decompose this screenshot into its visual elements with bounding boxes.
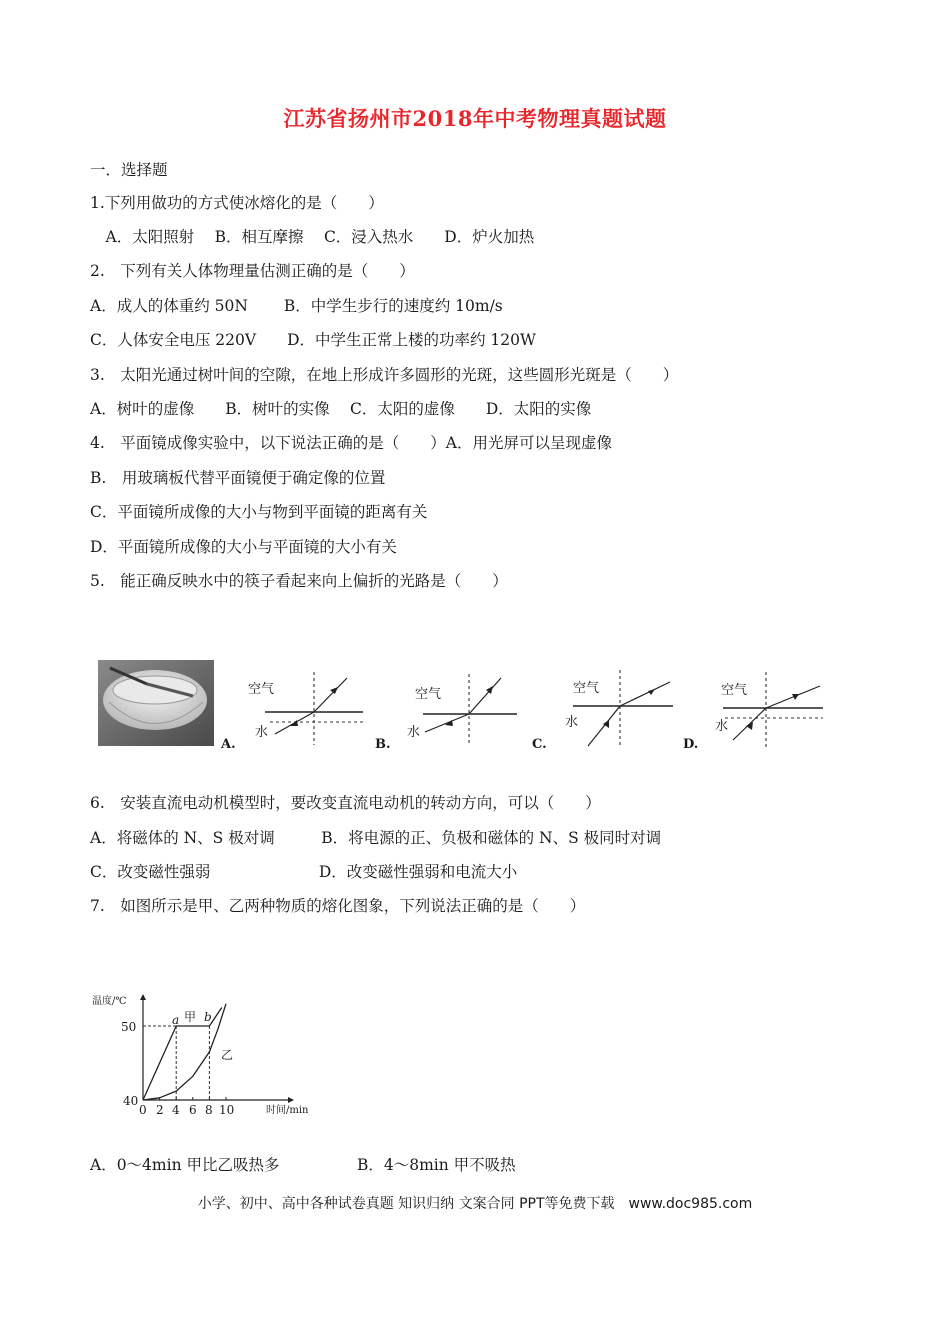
diagram-b xyxy=(375,674,517,752)
svg-text:空气: 空气 xyxy=(415,687,442,702)
series-yi-label: 乙 xyxy=(221,1048,234,1062)
question-2-options-ab: A．成人的体重约 50N B．中学生步行的速度约 10m/s xyxy=(90,297,503,315)
question-1-options: A．太阳照射 B．相互摩擦 C．浸入热水 D．炉火加热 xyxy=(90,228,535,246)
question-1: 1.下列用做功的方式使冰熔化的是（ ） xyxy=(90,194,384,212)
y-tick-40: 40 xyxy=(123,1094,139,1108)
q7-melting-chart xyxy=(88,990,318,1120)
question-4-option-c: C．平面镜所成像的大小与物到平面镜的距离有关 xyxy=(90,503,428,521)
svg-text:A.: A. xyxy=(221,737,236,752)
question-6-options-cd: C．改变磁性强弱 D．改变磁性强弱和电流大小 xyxy=(90,863,518,881)
question-2: 2. 下列有关人体物理量估测正确的是（ ） xyxy=(90,262,415,280)
page-footer: 小学、初中、高中各种试卷真题 知识归纳 文案合同 PPT等免费下载 www.doc985.com xyxy=(197,1196,753,1212)
svg-text:水: 水 xyxy=(255,725,269,740)
svg-text:水: 水 xyxy=(715,719,729,734)
section-heading: 一．选择题 xyxy=(90,161,168,179)
q5-figure xyxy=(95,650,835,760)
question-4-option-d: D．平面镜所成像的大小与平面镜的大小有关 xyxy=(90,538,397,556)
diagram-a xyxy=(220,672,363,752)
x-tick-2: 2 xyxy=(156,1103,164,1117)
series-jia-label: 甲 xyxy=(184,1010,197,1024)
question-3: 3. 太阳光通过树叶间的空隙，在地上形成许多圆形的光斑，这些圆形光斑是（ ） xyxy=(90,366,679,384)
point-a-label: a xyxy=(172,1013,180,1027)
y-axis-label: 温度/℃ xyxy=(92,996,127,1007)
svg-text:水: 水 xyxy=(407,725,421,740)
svg-text:B.: B. xyxy=(375,737,391,752)
question-4: 4. 平面镜成像实验中，以下说法正确的是（ ）A．用光屏可以呈现虚像 xyxy=(90,434,612,452)
question-7-options-ab: A．0～4min 甲比乙吸热多 B．4～8min 甲不吸热 xyxy=(90,1156,516,1174)
y-axis-arrow xyxy=(140,994,146,1000)
x-tick-6: 6 xyxy=(189,1103,197,1117)
svg-text:空气: 空气 xyxy=(573,681,600,696)
page-title: 江苏省扬州市2018年中考物理真题试题 xyxy=(283,106,667,131)
x-axis-label: 时间/min xyxy=(266,1105,309,1116)
x-tick-8: 8 xyxy=(205,1103,213,1117)
point-b-label: b xyxy=(204,1010,212,1024)
question-2-options-cd: C．人体安全电压 220V D．中学生正常上楼的功率约 120W xyxy=(90,331,536,349)
x-tick-10: 10 xyxy=(219,1103,235,1117)
x-axis-arrow xyxy=(288,1097,294,1103)
svg-text:D.: D. xyxy=(683,737,699,752)
svg-text:水: 水 xyxy=(565,715,579,730)
question-5: 5. 能正确反映水中的筷子看起来向上偏折的光路是（ ） xyxy=(90,572,508,590)
y-tick-50: 50 xyxy=(121,1020,137,1034)
question-7: 7. 如图所示是甲、乙两种物质的熔化图象，下列说法正确的是（ ） xyxy=(90,897,586,915)
bowl-photo xyxy=(98,660,214,746)
svg-text:空气: 空气 xyxy=(248,682,275,697)
question-3-options: A．树叶的虚像 B．树叶的实像 C．太阳的虚像 D．太阳的实像 xyxy=(90,400,592,418)
svg-text:C.: C. xyxy=(532,737,547,752)
question-6-options-ab: A．将磁体的 N、S 极对调 B．将电源的正、负极和磁体的 N、S 极同时对调 xyxy=(90,829,662,847)
diagram-c xyxy=(532,670,673,752)
x-tick-0: 0 xyxy=(139,1103,147,1117)
x-tick-4: 4 xyxy=(172,1103,180,1117)
question-4-option-b: B. 用玻璃板代替平面镜便于确定像的位置 xyxy=(90,469,386,487)
question-6: 6. 安装直流电动机模型时，要改变直流电动机的转动方向，可以（ ） xyxy=(90,794,601,812)
diagram-d xyxy=(683,672,823,752)
svg-text:空气: 空气 xyxy=(721,683,748,698)
